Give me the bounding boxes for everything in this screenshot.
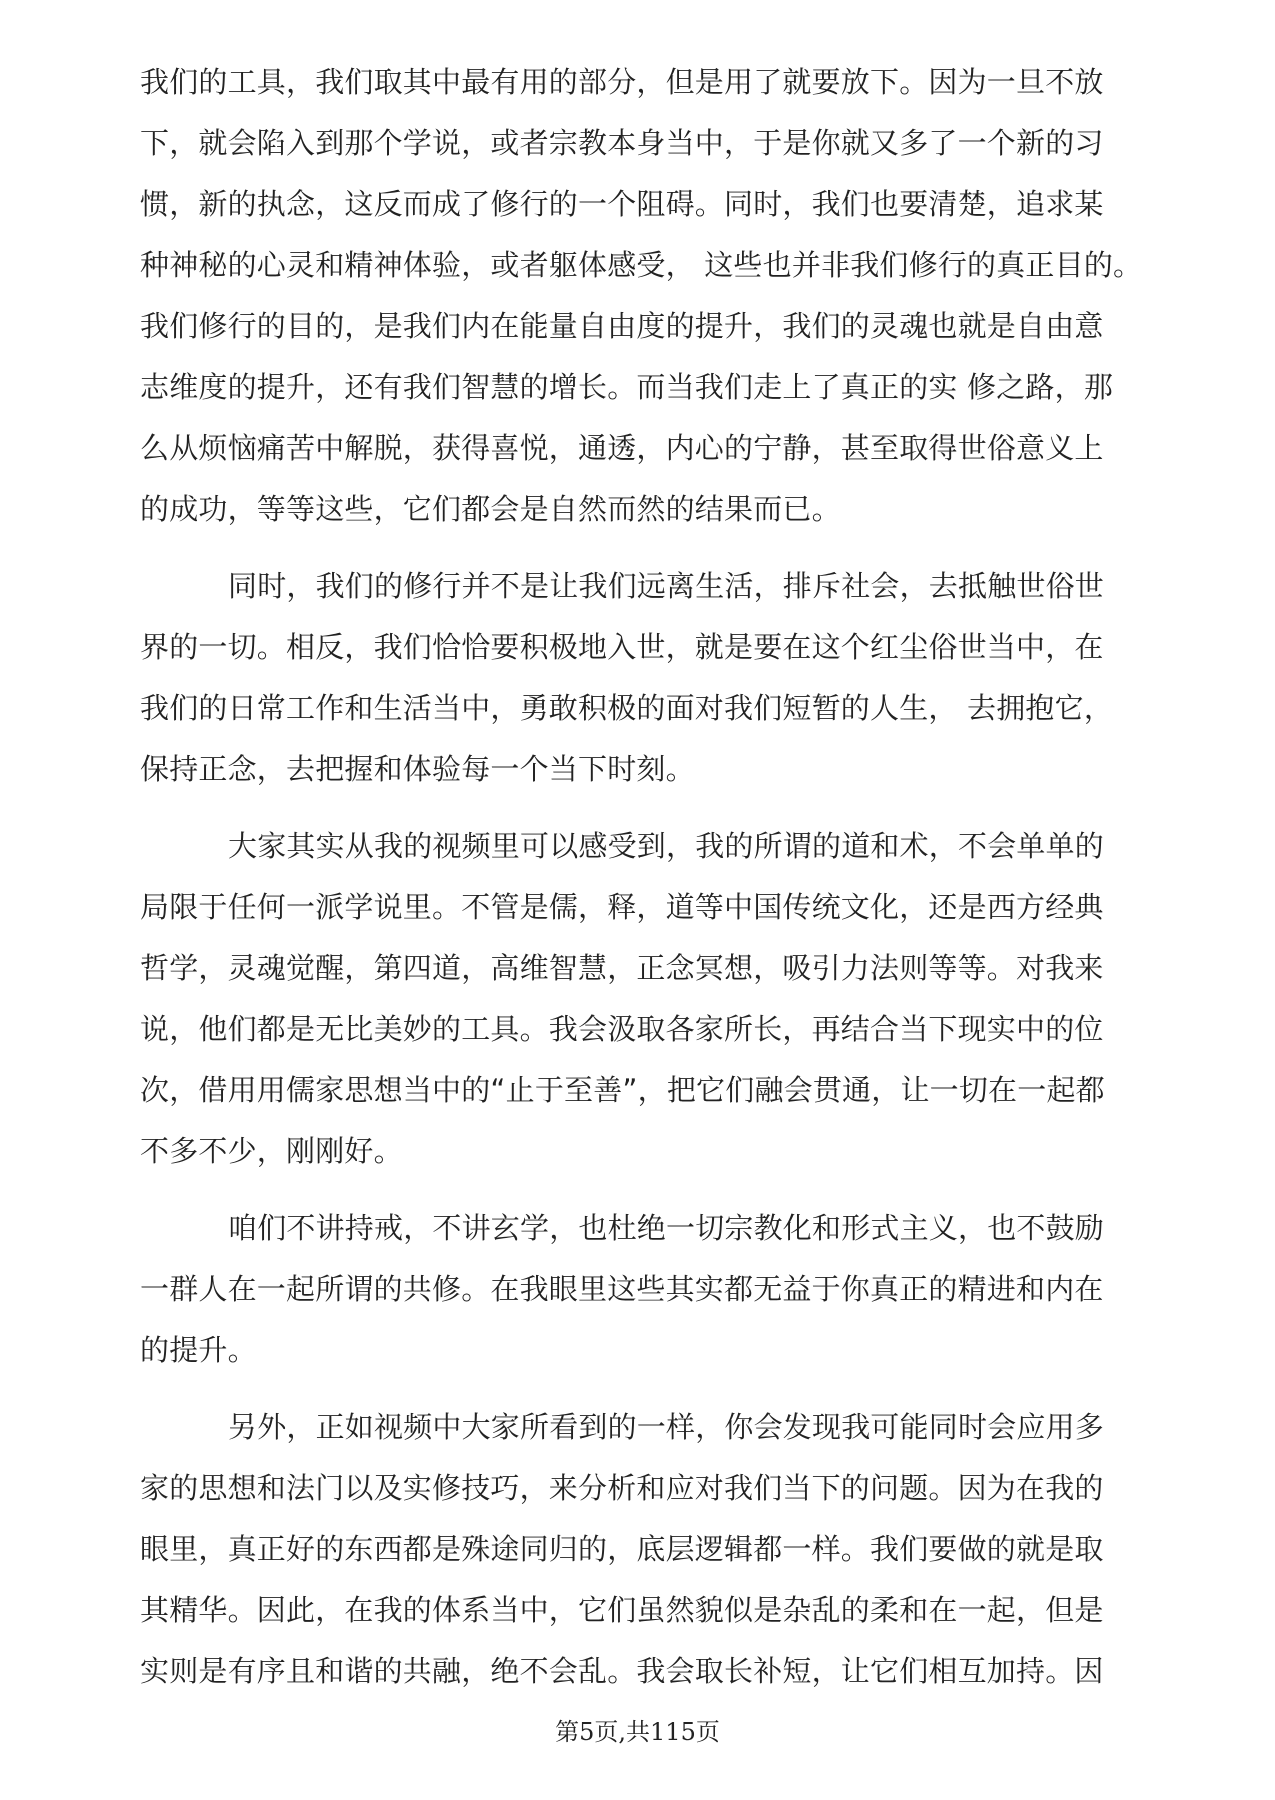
paragraph-start-line: 同时，我们的修行并不是让我们远离生活，排斥社会，去抵触世俗世 <box>228 569 1105 603</box>
text-line: 其精华。因此，在我的体系当中，它们虽然貌似是杂乱的柔和在一起，但是 <box>140 1593 1104 1627</box>
text-line: 的成功，等等这些，它们都会是自然而然的结果而已。 <box>140 492 841 526</box>
text-line: 志维度的提升，还有我们智慧的增长。而当我们走上了真正的实 修之路，那 <box>140 370 1114 404</box>
text-line: 么从烦恼痛苦中解脱，获得喜悦，通透，内心的宁静，甚至取得世俗意义上 <box>140 431 1104 465</box>
text-line: 局限于任何一派学说里。不管是儒，释，道等中国传统文化，还是西方经典 <box>140 890 1104 924</box>
page-number-footer: 第5页,共115页 <box>555 1718 720 1746</box>
text-line: 眼里，真正好的东西都是殊途同归的，底层逻辑都一样。我们要做的就是取 <box>140 1532 1104 1566</box>
text-line: 家的思想和法门以及实修技巧，来分析和应对我们当下的问题。因为在我的 <box>140 1471 1104 1505</box>
paragraph-start-line: 另外，正如视频中大家所看到的一样，你会发现我可能同时会应用多 <box>228 1410 1105 1444</box>
text-line: 惯，新的执念，这反而成了修行的一个阻碍。同时，我们也要清楚，追求某 <box>140 187 1104 221</box>
text-line: 的提升。 <box>140 1333 257 1367</box>
text-line: 种神秘的心灵和精神体验，或者躯体感受， 这些也并非我们修行的真正目的。 <box>140 248 1143 282</box>
text-line: 下，就会陷入到那个学说，或者宗教本身当中，于是你就又多了一个新的习 <box>140 126 1104 160</box>
text-line: 界的一切。相反，我们恰恰要积极地入世，就是要在这个红尘俗世当中，在 <box>140 630 1104 664</box>
paragraph-start-line: 大家其实从我的视频里可以感受到，我的所谓的道和术，不会单单的 <box>228 829 1105 863</box>
text-line: 一群人在一起所谓的共修。在我眼里这些其实都无益于你真正的精进和内在 <box>140 1272 1104 1306</box>
paragraph-start-line: 咱们不讲持戒，不讲玄学，也杜绝一切宗教化和形式主义，也不鼓励 <box>228 1211 1105 1245</box>
text-line: 次，借用用儒家思想当中的“止于至善”，把它们融会贯通，让一切在一起都 <box>140 1073 1105 1107</box>
text-line: 我们的日常工作和生活当中，勇敢积极的面对我们短暂的人生， 去拥抱它， <box>140 691 1114 725</box>
text-line: 哲学，灵魂觉醒，第四道，高维智慧，正念冥想，吸引力法则等等。对我来 <box>140 951 1104 985</box>
text-line: 保持正念，去把握和体验每一个当下时刻。 <box>140 752 695 786</box>
text-line: 不多不少，刚刚好。 <box>140 1134 403 1168</box>
text-line: 实则是有序且和谐的共融，绝不会乱。我会取长补短，让它们相互加持。因 <box>140 1654 1104 1688</box>
text-line: 我们修行的目的，是我们内在能量自由度的提升，我们的灵魂也就是自由意 <box>140 309 1104 343</box>
text-line: 说，他们都是无比美妙的工具。我会汲取各家所长，再结合当下现实中的位 <box>140 1012 1104 1046</box>
text-line: 我们的工具，我们取其中最有用的部分，但是用了就要放下。因为一旦不放 <box>140 65 1104 99</box>
